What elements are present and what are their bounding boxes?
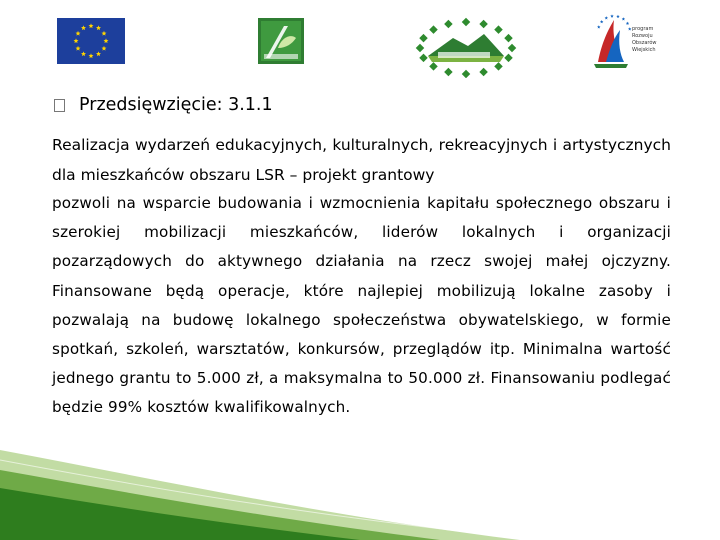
prow-star <box>626 22 629 25</box>
lgd-logo <box>408 16 520 78</box>
lgd-ring-dot <box>479 20 487 28</box>
prow-star <box>616 15 619 18</box>
prow-text-4: Wiejskich <box>632 47 656 53</box>
eu-flag-logo <box>57 18 125 64</box>
prow-logo <box>592 12 662 70</box>
prow-star <box>628 27 631 30</box>
body-paragraph: pozwoli na wsparcie budowania i wzmocnienia kapitału społecznego obszaru i szerokiej mobilizacji mieszkańców, liderów lokalnych i organizacji pozarządowych do aktywnego działania na rzecz swojej małej ojczyzny. Finansowane będą operacje, które najlepiej mobilizują lokalne zasoby i pozwalają na budowę lokalnego społeczeństwa obywatelskiego, w formie spotkań, szkoleń, warsztatów, konkursów, przeglądów itp. Minimalna wartość jednego grantu to 5.000 zł, a maksymalna to 50.000 zł. Finansowaniu podlegać będzie 99% kosztów kwalifikowalnych. <box>52 194 671 417</box>
lgd-ring-dot <box>462 70 470 78</box>
prow-text-1: program <box>632 26 654 32</box>
prow-star <box>597 25 600 28</box>
prow-text-3: Obszarów <box>632 40 657 46</box>
lgd-ring-dot <box>419 54 427 62</box>
lgd-ring-dot <box>504 54 512 62</box>
lgd-ring-dot <box>419 34 427 42</box>
bullet-label: Przedsięwzięcie: 3.1.1 <box>79 95 273 115</box>
prow-star <box>622 17 625 20</box>
lgd-ring-dot <box>494 25 502 33</box>
lgd-ring-dot <box>494 62 502 70</box>
square-bullet-icon <box>54 99 65 112</box>
lgd-ring-dot <box>429 62 437 70</box>
prow-star <box>600 20 603 23</box>
prow-text-2: Rozwoju <box>632 33 653 39</box>
lgd-ring-dot <box>508 44 516 52</box>
leader-logo <box>258 18 304 64</box>
section-heading: Realizacja wydarzeń edukacyjnych, kulturalnych, rekreacyjnych i artystycznych dla mieszkańców obszaru LSR – projekt grantowy <box>52 136 671 184</box>
green-swoosh-decoration <box>0 420 720 540</box>
lgd-ring-dot <box>444 68 452 76</box>
lgd-ring-dot <box>479 68 487 76</box>
lgd-ring-dot <box>504 34 512 42</box>
lgd-ring-dot <box>462 18 470 26</box>
bullet-item <box>54 95 273 115</box>
lgd-ring-dot <box>429 25 437 33</box>
prow-star <box>605 16 608 19</box>
lgd-ring-dot <box>444 20 452 28</box>
prow-star <box>610 14 613 17</box>
lgd-ring-dot <box>416 44 424 52</box>
